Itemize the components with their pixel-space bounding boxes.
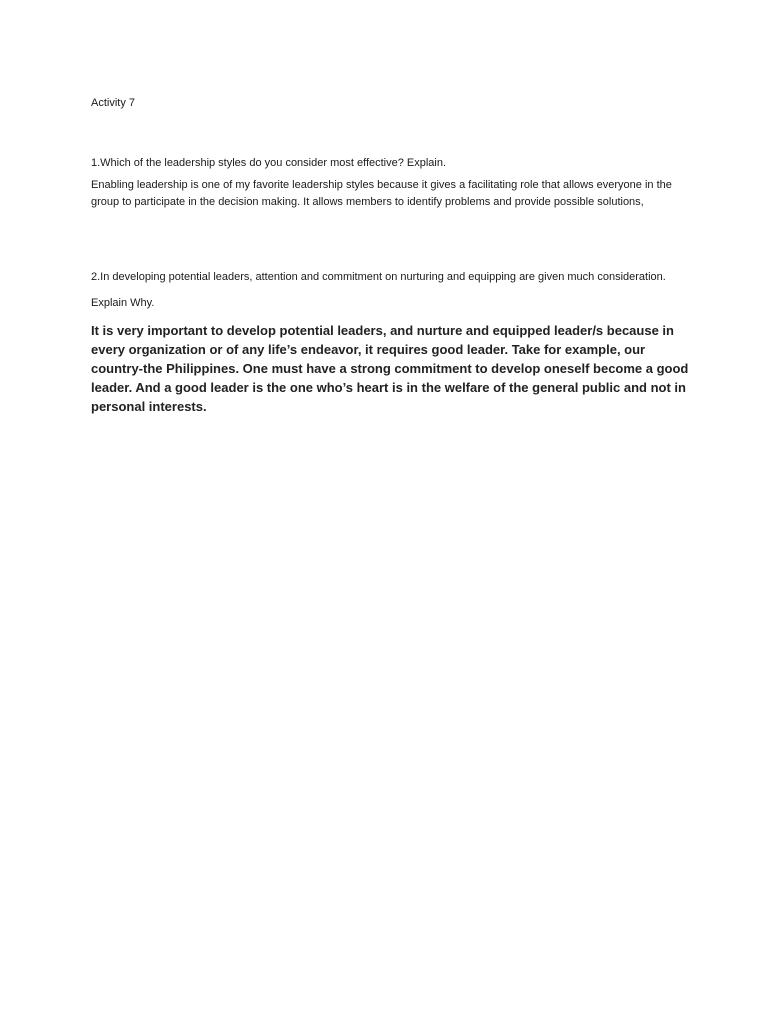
- activity-title: Activity 7: [91, 97, 136, 109]
- answer-2: It is very important to develop potential leaders, and nurture and equipped leader/s because in every organization or of any life’s endeavor, it requires good leader. Take for example, our country-the Philippines. One must have a strong commitment to develop oneself become a good leader. And a good leader is the one who’s heart is in the welfare of the general public and not in personal interests.: [91, 323, 689, 414]
- answer-1: Enabling leadership is one of my favorite leadership styles because it gives a facilitating role that allows everyone in the group to participate in the decision making. It allows members to identify problems and provide possible solutions,: [91, 179, 672, 208]
- document-content: [91, 95, 691, 416]
- explain-prompt: Explain Why.: [91, 297, 155, 309]
- question-2: 2.In developing potential leaders, attention and commitment on nurturing and equipping are given much consideration.: [91, 271, 666, 283]
- question-1: 1.Which of the leadership styles do you consider most effective? Explain.: [91, 157, 447, 169]
